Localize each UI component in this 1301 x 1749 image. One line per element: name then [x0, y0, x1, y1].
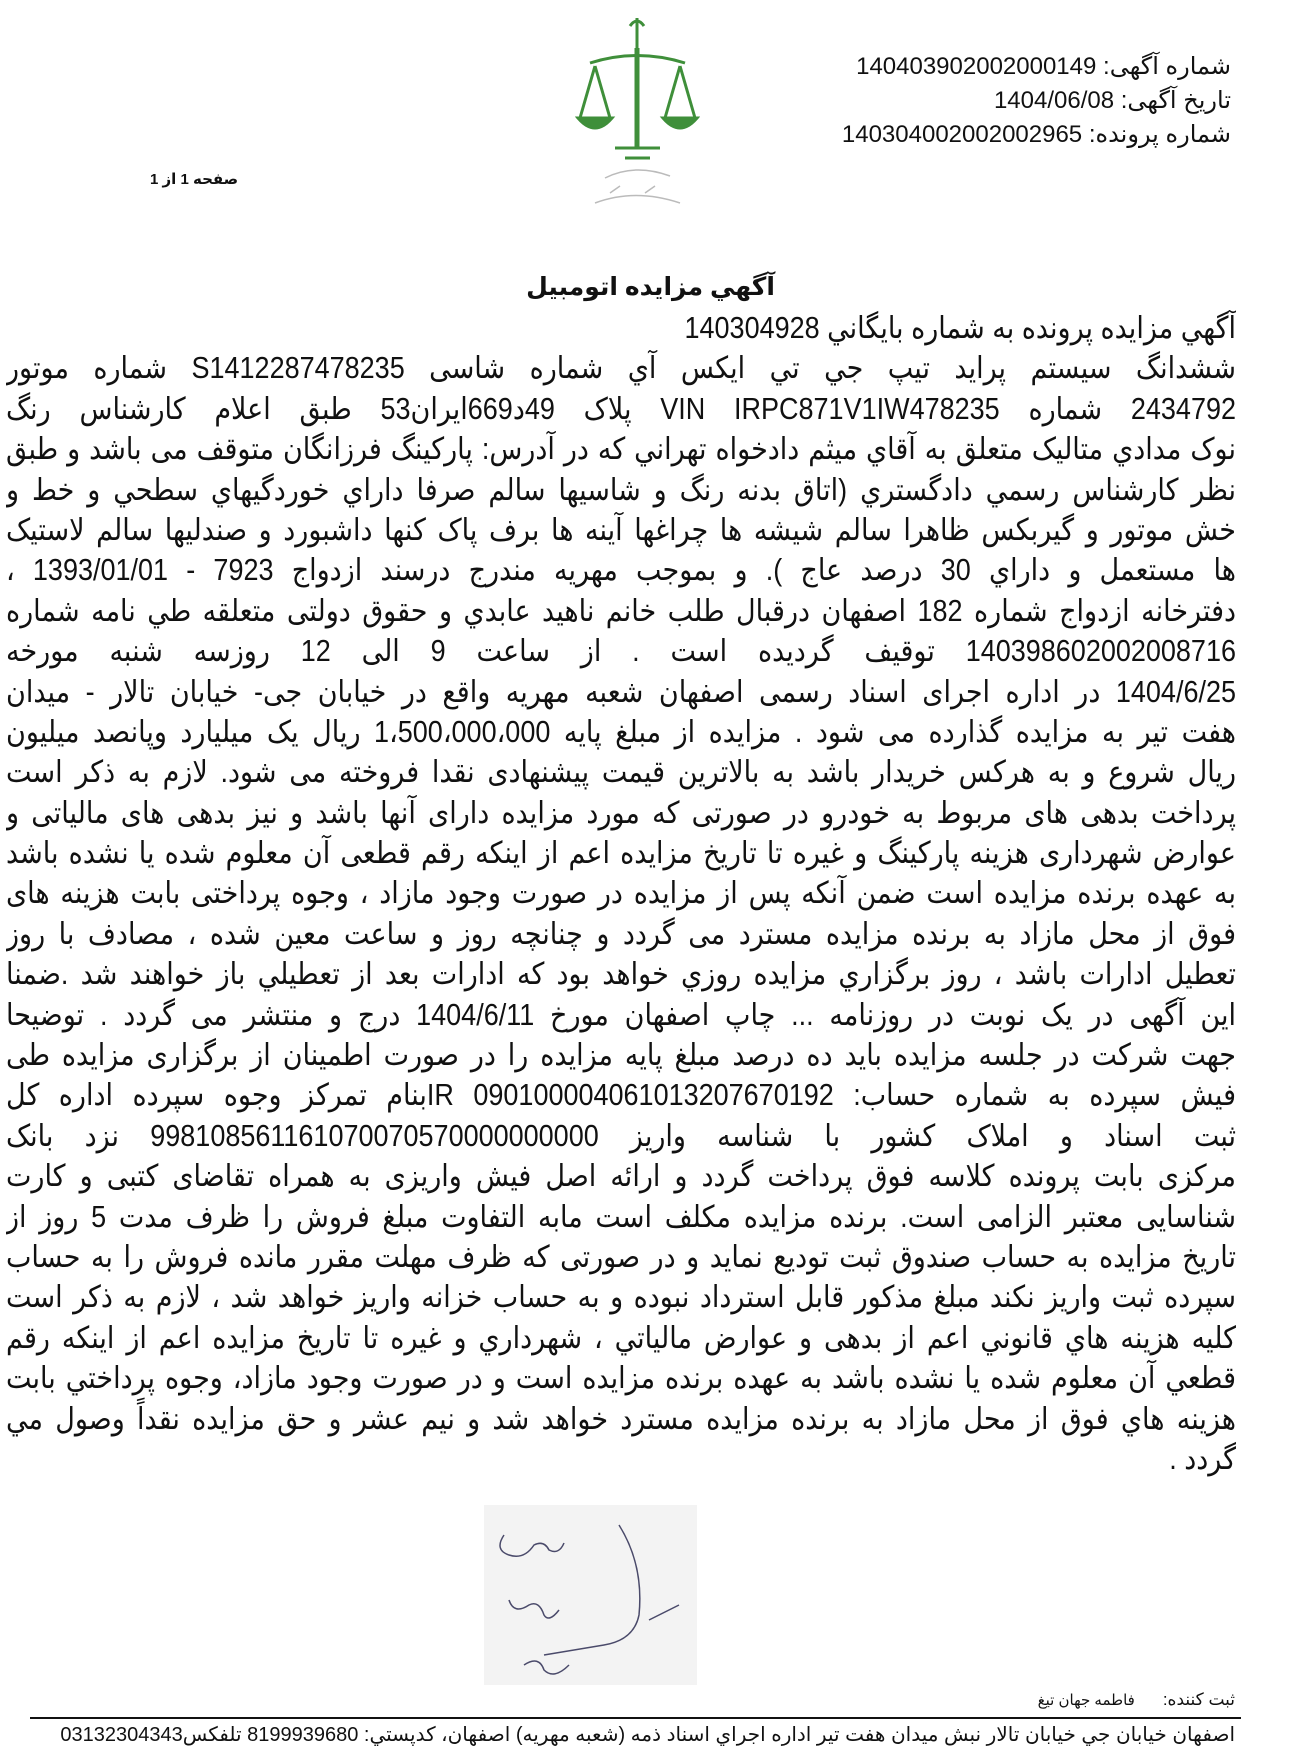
body-line: 1404/6/25 در اداره اجرای اسناد رسمی اصفهان شعبه مهريه واقع در خيابان جی- خيابان تالار - ميدان	[6, 674, 1236, 709]
registrant-label: ثبت کننده:	[1162, 1690, 1235, 1709]
notice-number-label: شماره آگهی:	[1103, 53, 1231, 80]
body-line: جهت شرکت در جلسه مزايده بايد ده درصد مبلغ پايه مزايده را در صورت اطمينان از برگزاری مزايده طی	[6, 1038, 1236, 1072]
body-line: فيش سپرده به شماره حساب: IR 090100004061013207670192بنام تمرکز وجوه سپرده اداره کل	[6, 1078, 1236, 1113]
body-line: تعطيل ادارات باشد ، روز برگزاري مزايده روزي خواهد بود که ادارات بعد از تعطيلي باز خواهند شد .ضمنا	[6, 957, 1236, 992]
body-line: 140398602002008716 توقيف گرديده است . از ساعت 9 الی 12 روزسه شنبه مورخه	[6, 634, 1236, 668]
notice-date-label: تاریخ آگهی:	[1120, 87, 1231, 114]
body-line: کليه هزينه هاي قانوني اعم از بدهی و عوارض مالياتي ، شهرداري و غيره تا تاريخ مزايده اعم از اينکه رقم	[6, 1320, 1236, 1355]
footer-divider	[30, 1717, 1241, 1719]
body-line: ثبت اسناد و املاک کشور با شناسه واريز 998108561161070070570000000000 نزد بانک	[6, 1118, 1236, 1153]
body-line: خش موتور و گيربکس ظاهرا سالم شيشه ها چراغها آينه ها برف پاک کنها داشبورد و صندليها سالم لاستيک	[6, 513, 1236, 547]
notice-date-value: 1404/06/08	[993, 87, 1115, 114]
notice-number	[856, 50, 1231, 84]
case-number-value: 140304002002002965	[841, 121, 1083, 148]
document-title: آگهي مزايده اتومبيل	[526, 273, 775, 301]
body-line: 2434792 شماره VIN IRPC871V1IW478235 پلاک 49د669ايران53 طبق اعلام کارشناس رنگ	[6, 391, 1236, 426]
body-line: سپرده ثبت واريز نکند مبلغ مذکور قابل استرداد نبوده و به حساب خزانه واريز خواهد شد ، لازم به ذکر است	[6, 1280, 1236, 1315]
body-line: ششدانگ سيستم پرايد تيپ جي تي ايكس آي شماره شاسی S1412287478235 شماره موتور	[6, 351, 1236, 386]
registrant	[1038, 1690, 1235, 1710]
body-line: قطعي آن معلوم شده يا نشده باشد به عهده برنده مزايده است و در صورت وجود مازاد، وجوه پرداختي بابت	[6, 1361, 1236, 1395]
signature-image	[484, 1505, 697, 1685]
body-line: هزينه هاي فوق از محل مازاد به برنده مزايده مسترد خواهد شد و نيم عشر و حق مزايده نقداً وصول مي	[6, 1401, 1236, 1436]
case-number-label: شماره پرونده:	[1088, 121, 1231, 148]
body-line: فوق از محل مازاد به برنده مزايده مسترد می گردد و چنانچه روز و ساعت معين شده ، مصادف با روز	[6, 917, 1236, 951]
body-line: به عهده برنده مزايده است ضمن آنکه پس از مزايده در صورت وجود مازاد ، وجوه پرداختی بابت هزينه های	[6, 876, 1236, 911]
body-line: آگهي مزايده پرونده به شماره بايگاني 140304928	[684, 311, 1236, 345]
body-line: اين آگهی در يک نوبت در روزنامه ... چاپ اصفهان مورخ 1404/6/11 درج و منتشر می گردد . توضيحا	[6, 997, 1236, 1032]
office-address: اصفهان خيابان جي خيابان تالار نبش ميدان هفت تير اداره اجراي اسناد ذمه (شعبه مهريه) اصفهان، کدپستي: 8199939680 تلفکس03132304343	[60, 1724, 1235, 1746]
body-line: تاريخ مزايده به حساب صندوق ثبت توديع نمايد و در صورتی که ظرف مهلت مقرر مانده فروش را به حساب	[6, 1240, 1236, 1274]
notice-date	[994, 84, 1231, 118]
body-line: پرداخت بدهی های مربوط به خودرو در صورتی که مورد مزايده دارای آنها باشد و نيز بدهی های مالياتی و	[6, 795, 1236, 830]
body-line: ها مستعمل و داراي 30 درصد عاج ). و بموجب مهريه مندرج درسند ازدواج 7923 - 1393/01/01 ،	[6, 553, 1236, 588]
body-line: گردد .	[1169, 1442, 1236, 1476]
body-line: نوک مدادي متاليک متعلق به آقاي ميثم دادخواه تهراني که در آدرس: پارکينگ فرزانگان متوقف می باشد و طبق	[6, 432, 1236, 466]
body-line: هفت تير به مزايده گذارده می شود . مزايده از مبلغ پايه 1،500،000،000 ريال يک ميليارد وپانصد ميليون	[6, 715, 1236, 749]
body-line: شناسايی معتبر الزامی است. برنده مزايده مکلف است مابه التفاوت مبلغ فروش را ظرف مدت 5 روز از	[6, 1199, 1236, 1234]
body-line: عوارض شهرداری هزينه پارکينگ و غيره تا تاريخ مزايده اعم از اينکه رقم قطعی آن معلوم شده يا نشده باشد	[6, 836, 1236, 870]
notice-body	[6, 308, 1236, 1479]
body-line: ريال شروع و به هرکس خريدار باشد به بالاترين قيمت پيشنهادی نقدا فروخته می شود. لازم به ذکر است	[6, 755, 1236, 790]
body-line: مرکزی بابت پرونده کلاسه فوق پرداخت گردد و ارائه اصل فيش واريزی به همراه تقاضای کتبی و کارت	[6, 1159, 1236, 1193]
page-indicator: صفحه 1 از 1	[150, 171, 239, 188]
body-line: نظر کارشناس رسمي دادگستري (اتاق بدنه رنگ و شاسيها سالم صرفا داراي خوردگيهاي سطحي و خط و	[6, 472, 1236, 507]
case-number	[842, 118, 1231, 152]
notice-number-value: 140403902002000149	[856, 53, 1097, 80]
registrant-name: فاطمه جهان تيغ	[1037, 1692, 1135, 1709]
judiciary-emblem-logo	[575, 8, 700, 218]
body-line: دفترخانه ازدواج شماره 182 اصفهان درقبال طلب خانم ناهيد عابدي و حقوق دولتی متعلقه طي نامه شماره	[6, 593, 1236, 628]
